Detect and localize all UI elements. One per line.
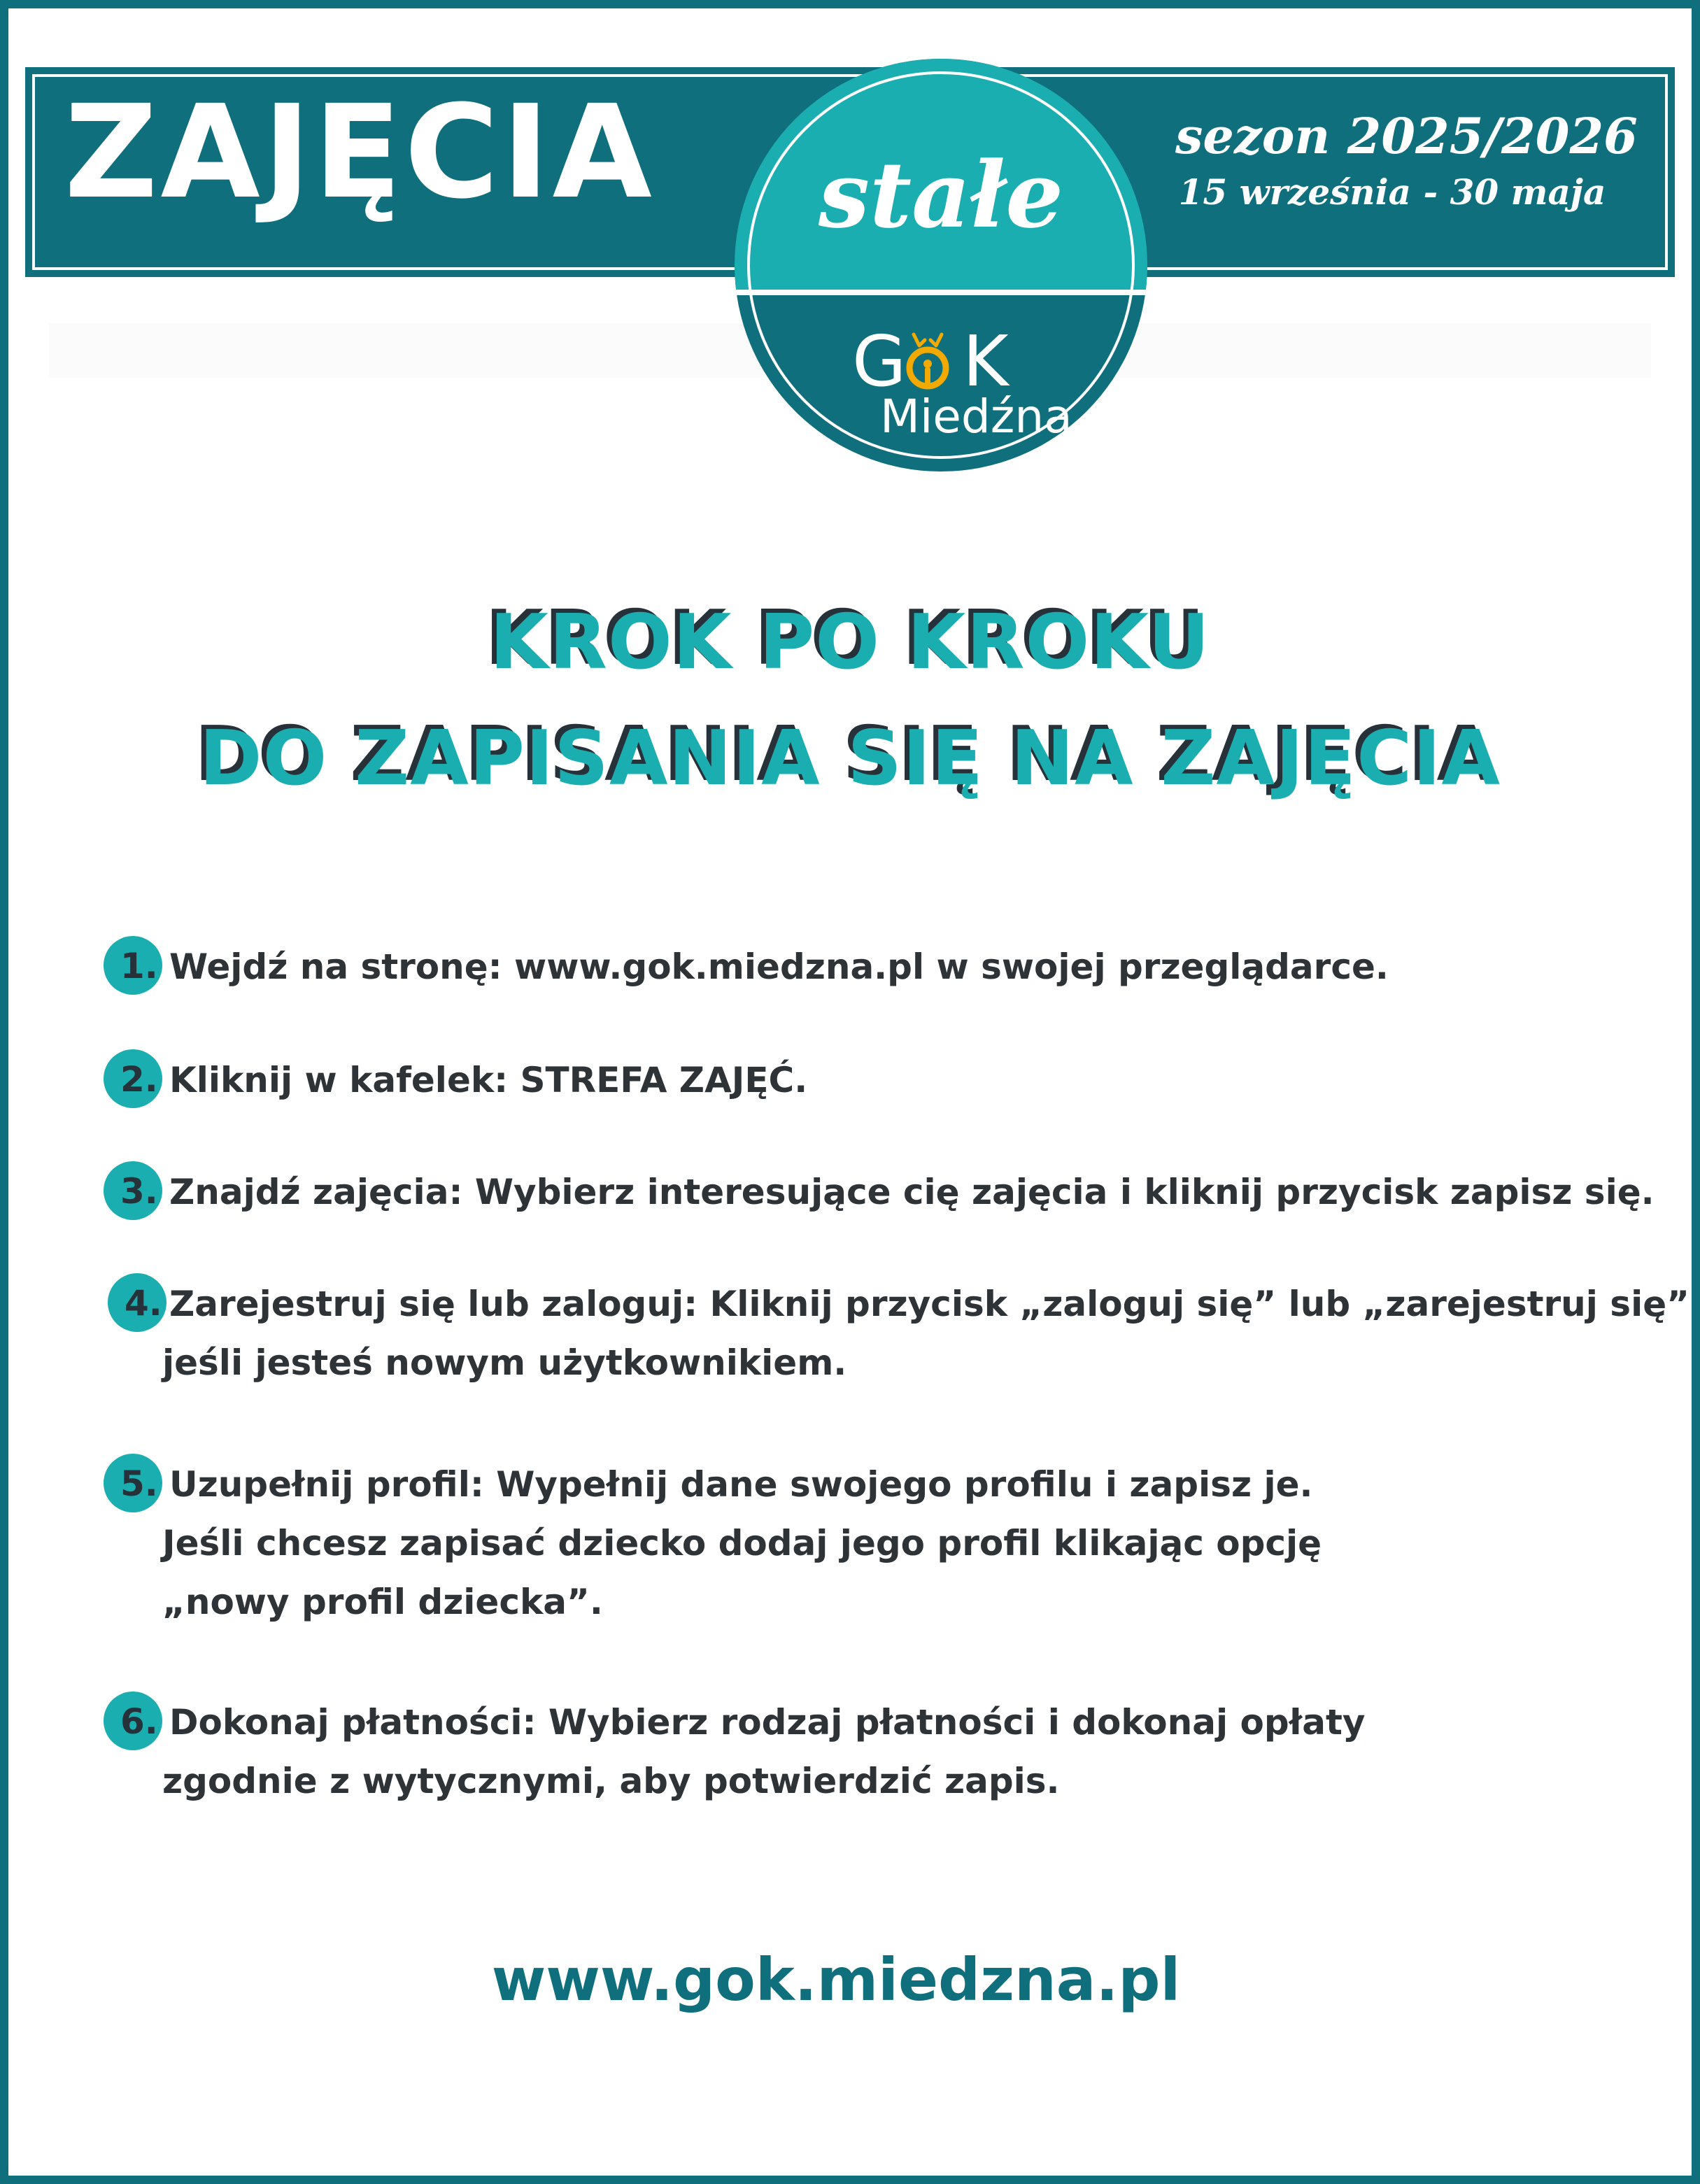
step-text xyxy=(169,1163,1680,1221)
step-number-badge xyxy=(104,1049,162,1108)
logo-place: Miedźna xyxy=(880,390,1072,444)
heading-line-1: KROK PO KROKU xyxy=(490,599,1210,686)
main-heading xyxy=(0,585,1700,817)
step-number-badge xyxy=(104,936,162,995)
step-text xyxy=(162,1693,1680,1810)
season-block xyxy=(1175,105,1638,217)
season-dates: 15 września - 30 maja xyxy=(1178,171,1606,213)
step-line: Znajdź zajęcia: Wybierz interesujące cię zajęcia i kliknij przycisk zapisz się. xyxy=(169,1172,1655,1212)
step-number-badge xyxy=(108,1273,167,1332)
step-number: 1. xyxy=(120,946,158,986)
step-number: 2. xyxy=(120,1059,158,1100)
step-line: Uzupełnij profil: Wypełnij dane swojego profilu i zapisz je. xyxy=(169,1464,1313,1505)
step-number-badge xyxy=(104,1454,162,1512)
step-number: 6. xyxy=(120,1701,158,1742)
step-line: Kliknij w kafelek: STREFA ZAJĘĆ. xyxy=(169,1060,808,1100)
badge-circle xyxy=(735,59,1147,471)
step-number-badge xyxy=(104,1692,162,1750)
step-number: 3. xyxy=(120,1171,158,1212)
step-text xyxy=(169,1051,1680,1109)
step-number: 5. xyxy=(120,1463,158,1504)
step-line: Wejdź na stronę: www.gok.miedzna.pl w swojej przeglądarce. xyxy=(169,946,1389,987)
step-line: Dokonaj płatności: Wybierz rodzaj płatności i dokonaj opłaty xyxy=(169,1702,1366,1743)
logo-letter-k: K xyxy=(963,320,1009,402)
step-line: „nowy profil dziecka”. xyxy=(162,1582,603,1622)
step-line: jeśli jesteś nowym użytkownikiem. xyxy=(162,1342,847,1383)
footer-website-link[interactable]: www.gok.miedzna.pl xyxy=(491,1945,1181,2014)
step-line: Zarejestruj się lub zaloguj: Kliknij przycisk „zaloguj się” lub „zarejestruj się” xyxy=(169,1284,1690,1324)
step-text xyxy=(169,937,1680,996)
step-number-badge xyxy=(104,1161,162,1220)
step-number: 4. xyxy=(125,1283,162,1324)
season-title: sezon 2025/2026 xyxy=(1175,107,1638,165)
step-text xyxy=(162,1275,1690,1392)
badge-label: stałe xyxy=(818,141,1064,248)
header-title: ZAJĘCIA xyxy=(64,78,655,227)
gok-logo xyxy=(816,320,1096,463)
heading-line-2: DO ZAPISANIA SIĘ NA ZAJĘCIA xyxy=(199,715,1501,802)
step-line: zgodnie z wytycznymi, aby potwierdzić zapis. xyxy=(162,1761,1060,1801)
logo-letter-g: G xyxy=(852,320,907,402)
step-text xyxy=(162,1455,1680,1631)
step-line: Jeśli chcesz zapisać dziecko dodaj jego profil klikając opcję xyxy=(162,1523,1322,1563)
logo-figure-icon xyxy=(900,332,956,390)
